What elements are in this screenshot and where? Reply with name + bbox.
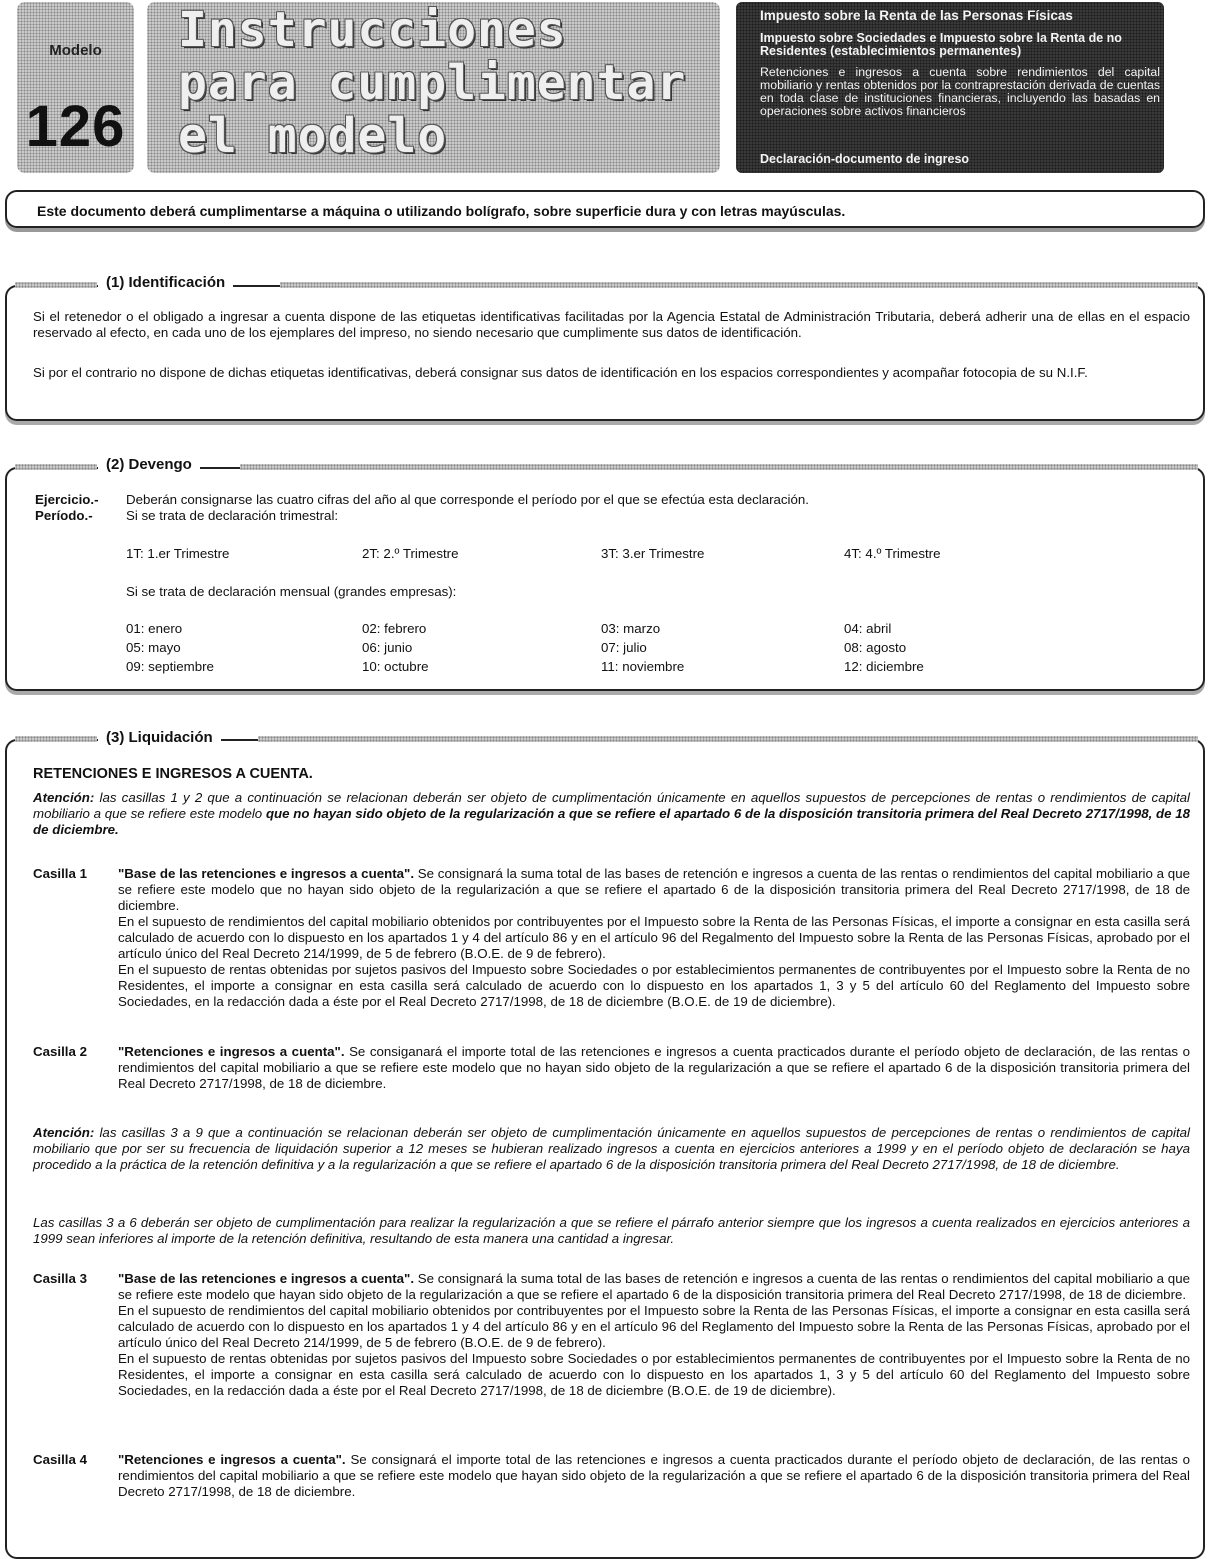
periodo-text: Si se trata de declaración trimestral:: [126, 508, 339, 523]
atencion-1-bold: que no hayan sido objeto de la regularización a que se refiere el apartado 6 de la disposición transitoria primera del Real Decreto 2717/1998, de 18 de diciembre.: [33, 806, 1191, 837]
atencion-1-text: las casillas 1 y 2 que a continuación se relacionan deberán ser objeto de cumplimentación únicamente en aquellos supuestos de percepciones de rentas o rendimientos de capital mobiliario a que se refiere este modelo: [33, 790, 1190, 821]
tax-declaracion: Declaración-documento de ingreso: [760, 152, 970, 166]
casilla-2-p1: Se consiganará el importe total de las retenciones e ingresos a cuenta practicados durante el período objeto de declaración, de las rentas o rendimientos del capital mobiliario a que se refiere este modelo que no hayan sido objeto de la regularización a que se refiere el apartado 6 de la disposición transitoria primera del Real Decreto 2717/1998, de 18 de diciembre.: [118, 1044, 1190, 1091]
casilla-4-body: [118, 1452, 1190, 1500]
modelo-number: 126: [25, 94, 126, 159]
casilla-1-label: Casilla 1: [33, 866, 87, 881]
casilla-2-title: "Retenciones e ingresos a cuenta".: [118, 1044, 345, 1059]
section-identificacion: [5, 285, 1205, 421]
atencion-1-label: Atención:: [33, 790, 95, 805]
casilla-4-title: "Retenciones e ingresos a cuenta".: [118, 1452, 346, 1467]
ejercicio-label: Ejercicio.-: [35, 492, 99, 507]
quarter-3: 3T: 3.er Trimestre: [601, 546, 705, 561]
document-title: [178, 4, 718, 163]
casilla-2-body: [118, 1044, 1190, 1092]
casilla-1-p2: En el supuesto de rendimientos del capital mobiliario obtenidos por contribuyentes por el Impuesto sobre la Renta de las Personas Físicas, el importe a consignar en esta casilla será calculado de acuerdo con lo dispuesto en los apartados 1 y 4 del artículo 86 y en el artículo 96 del Regalmento del Impuesto sobre la Renta de las Personas Físicas, aprobado por el artículo único del Real Decreto 214/1999, de 5 de febrero (B.O.E. de 9 de febrero).: [118, 914, 1190, 961]
title-line-3: el modelo: [178, 108, 448, 164]
quarter-4: 4T: 4.º Trimestre: [844, 546, 941, 561]
title-line-1: Instrucciones: [178, 2, 567, 58]
casilla-3-title: "Base de las retenciones e ingresos a cuenta".: [118, 1271, 415, 1286]
month-03: 03: marzo: [601, 621, 661, 636]
casilla-1-p3: En el supuesto de rentas obtenidas por sujetos pasivos del Impuesto sobre Sociedades o por establecimientos permanentes de contribuyentes por el Impuesto sobre la Renta de no Residentes, el importe a consignar en esta casilla será calculado de acuerdo con lo dispuesto en los apartados 1, 3 y 5 del artículo 60 del Reglamento del Impuesto sobre Sociedades, en la redacción dada a éste por el Real Decreto 2717/1998, de 18 de diciembre (B.O.E. de 19 de diciembre).: [118, 962, 1190, 1009]
month-05: 05: mayo: [126, 640, 181, 655]
month-06: 06: junio: [362, 640, 413, 655]
casilla-1-title: "Base de las retenciones e ingresos a cuenta".: [118, 866, 415, 881]
casilla-1-body: [118, 866, 1190, 1010]
month-02: 02: febrero: [362, 621, 427, 636]
title-rule-right: [280, 282, 1198, 288]
month-09: 09: septiembre: [126, 659, 214, 674]
tax-sociedades: Impuesto sobre Sociedades e Impuesto sobre la Renta de no Residentes (establecimientos permanentes): [760, 31, 1122, 58]
identificacion-para-1: Si el retenedor o el obligado a ingresar a cuenta dispone de las etiquetas identificativas facilitadas por la Agencia Estatal de Administración Tributaria, deberá adherir una de ellas en el espacio reservado al efecto, en cada uno de los ejemplares del impreso, no siendo necesario que cumplimente sus datos de identificación.: [33, 309, 1190, 340]
casilla-3-label: Casilla 3: [33, 1271, 87, 1286]
title-rule-left: [15, 282, 97, 288]
month-12: 12: diciembre: [844, 659, 924, 674]
title-rule-right: [258, 736, 1198, 742]
month-08: 08: agosto: [844, 640, 907, 655]
notice-text: Este documento deberá cumplimentarse a máquina o utilizando bolígrafo, sobre superficie dura y con letras mayúsculas.: [37, 203, 846, 219]
quarter-2: 2T: 2.º Trimestre: [362, 546, 459, 561]
tax-retenciones: Retenciones e ingresos a cuenta sobre rendimientos del capital mobiliario y rentas obtenidos por la contraprestación derivada de cuentas en toda clase de instituciones financieras, incluyendo las basadas en operaciones sobre activos financieros: [760, 65, 1160, 118]
casilla-2-label: Casilla 2: [33, 1044, 87, 1059]
title-rule-left: [15, 464, 97, 470]
section-title-identificacion: (1) Identificación: [98, 274, 233, 291]
atencion-2-label: Atención:: [33, 1125, 95, 1140]
identificacion-para-2: Si por el contrario no dispone de dichas etiquetas identificativas, deberá consignar sus datos de identificación en los espacios correspondientes y acompañar fotocopia de su N.I.F.: [33, 365, 1088, 380]
casilla-4-label: Casilla 4: [33, 1452, 87, 1467]
section-title-devengo: (2) Devengo: [98, 456, 200, 473]
ejercicio-text: Deberán consignarse las cuatro cifras del año al que corresponde el período por el que se efectúa esta declaración.: [126, 492, 809, 507]
casillas-3-6-note: Las casillas 3 a 6 deberán ser objeto de cumplimentación para realizar la regularización a que se refiere el párrafo anterior siempre que los ingresos a cuenta realizados en ejercicios anteriores a 1999 sean inferiores al importe de la retención definitiva, resultando de esta manera una cantidad a ingresar.: [33, 1215, 1190, 1246]
quarter-1: 1T: 1.er Trimestre: [126, 546, 230, 561]
month-11: 11: noviembre: [601, 659, 685, 674]
section-title-liquidacion: (3) Liquidación: [98, 729, 221, 746]
modelo-label: Modelo: [49, 42, 102, 59]
month-10: 10: octubre: [362, 659, 429, 674]
periodo-label: Período.-: [35, 508, 93, 523]
casilla-3-p2: En el supuesto de rendimientos del capital mobiliario obtenidos por contribuyentes por el Impuesto sobre la Renta de las Personas Físicas, el importe a consignar en esta casilla será calculado de acuerdo con lo dispuesto en los apartados 1 y 4 del artículo 86 y en el artículo 96 del Reglamento del Impuesto sobre la Renta de las Personas Físicas, aprobado por el artículo único del Real Decreto 214/1999, de 5 de febrero (B.O.E. de 9 de febrero).: [118, 1303, 1190, 1350]
month-07: 07: julio: [601, 640, 647, 655]
casilla-4-p1: Se consignará el importe total de las retenciones e ingresos a cuenta practicados durante el período objeto de declaración, de las rentas o rendimientos del capital mobiliario a que se refiere este modelo que hayan sido objeto de la regularización a que se refiere el apartado 6 de la disposición transitoria primera del Real Decreto 2717/1998, de 18 de diciembre.: [118, 1452, 1191, 1499]
title-line-2: para cumplimentar: [178, 55, 687, 111]
atencion-2: [33, 1125, 1190, 1173]
month-01: 01: enero: [126, 621, 183, 636]
title-rule-right: [240, 464, 1198, 470]
month-04: 04: abril: [844, 621, 892, 636]
liquidacion-heading: RETENCIONES E INGRESOS A CUENTA.: [33, 766, 313, 782]
title-rule-left: [15, 736, 97, 742]
atencion-1: [33, 790, 1190, 838]
monthly-text: Si se trata de declaración mensual (grandes empresas):: [126, 584, 457, 599]
atencion-2-text: las casillas 3 a 9 que a continuación se relacionan deberán ser objeto de cumplimentación únicamente en aquellos supuestos de percepciones de rentas o rendimientos de capital mobiliario que por ser su frecuencia de liquidación superior a 12 meses se hubieran realizado ingresos a cuenta en ejercicios anteriores a 1999 y en el período objeto de declaración se haya procedido a la práctica de la retención definitiva y a la regularización a que se refiere el apartado 6 de la disposición transitoria primera del Real Decreto 2717/1998, de 18 de diciembre.: [33, 1125, 1190, 1172]
casilla-3-p1: Se consignará la suma total de las bases de retención e ingresos a cuenta de las rentas o rendimientos del capital mobiliario a que se refiere este modelo que hayan sido objeto de la regularización a que se refiere el apartado 6 de la disposición transitoria primera del Real Decreto 2717/1998, de 18 de diciembre.: [118, 1271, 1190, 1302]
casilla-3-body: [118, 1271, 1190, 1399]
casilla-1-p1: Se consignará la suma total de las bases de retención e ingresos a cuenta de las rentas o rendimientos del capital mobiliario a que se refiere este modelo que no hayan sido objeto de la regularización a que se refiere el apartado 6 de la disposición transitoria primera del Real Decreto 2717/1998, de 18 de diciembre.: [118, 866, 1190, 913]
tax-irpf: Impuesto sobre la Renta de las Personas Físicas: [760, 8, 1073, 23]
casilla-3-p3: En el supuesto de rentas obtenidas por sujetos pasivos del Impuesto sobre Sociedades o por establecimientos permanentes de contribuyentes por el Impuesto sobre la Renta de no Residentes, el importe a consignar en esta casilla será calculado de acuerdo con lo dispuesto en los apartados 1, 3 y 5 del artículo 60 del Reglamento del Impuesto sobre Sociedades, en la redacción dada a éste por el Real Decreto 2717/1998, de 18 de diciembre (B.O.E. de 19 de diciembre).: [118, 1351, 1190, 1398]
